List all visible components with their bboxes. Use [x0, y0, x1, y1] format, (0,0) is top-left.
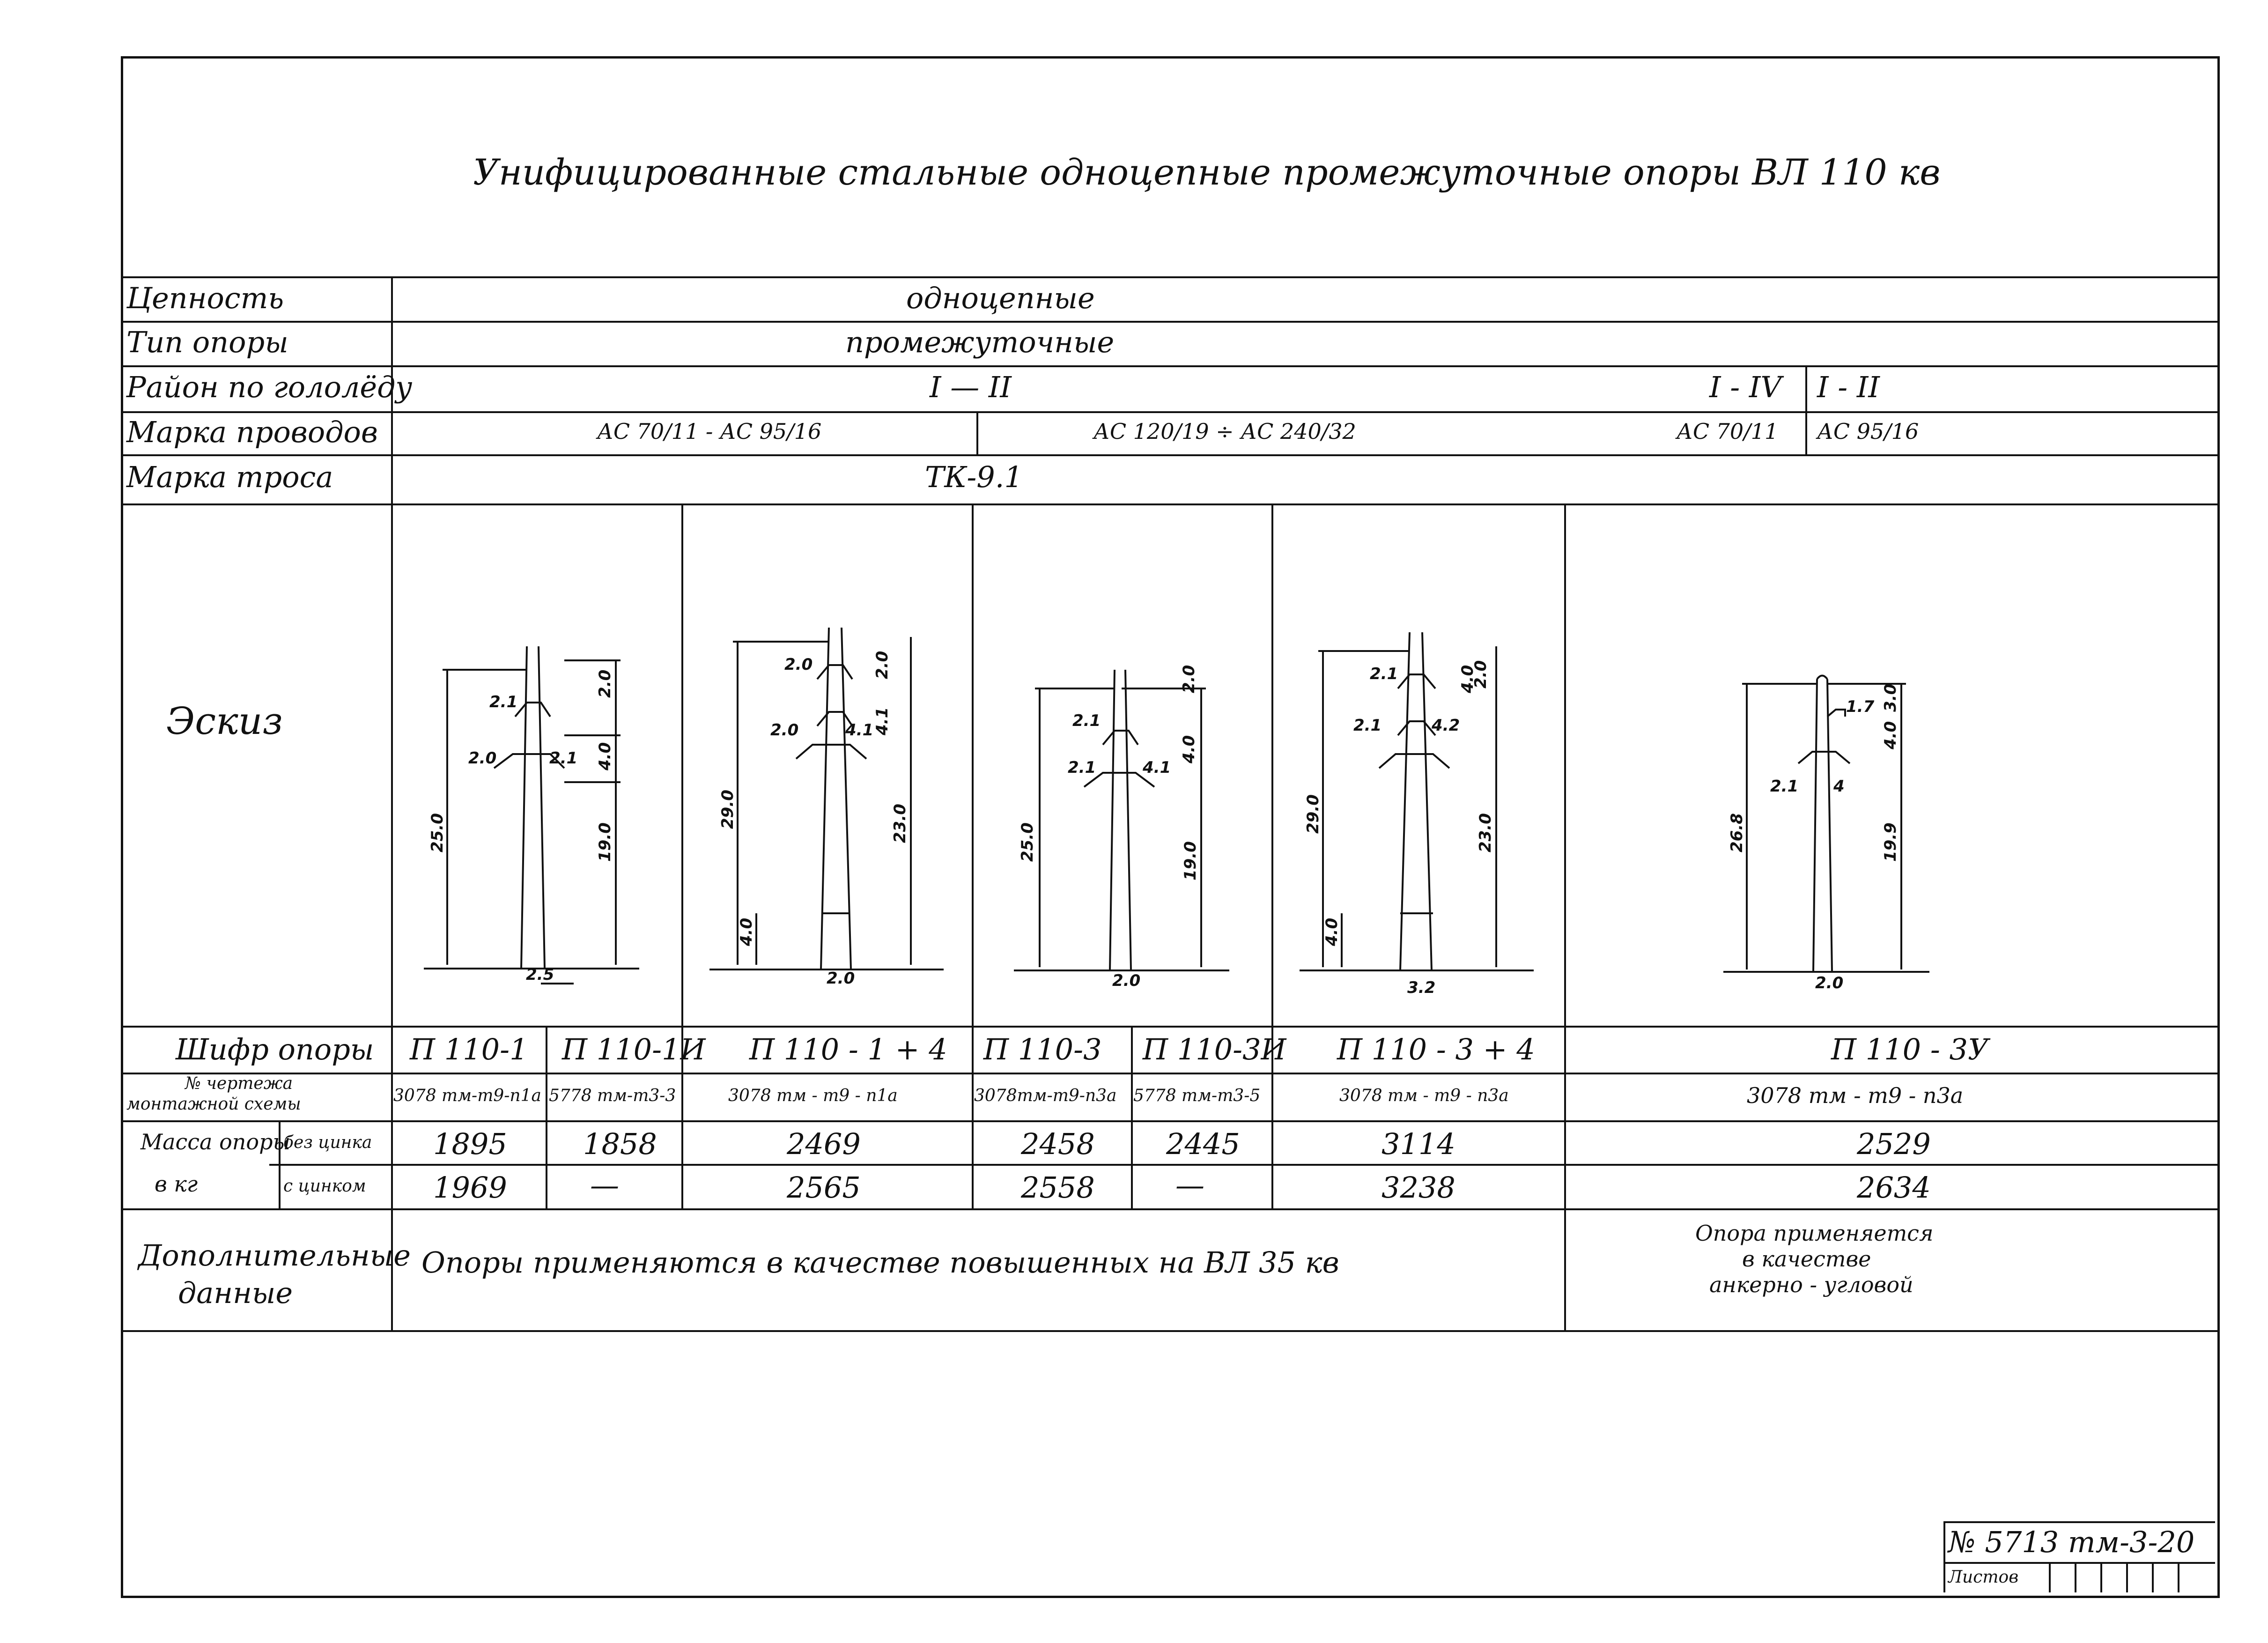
mass-zinc-1: 1969 — [433, 1170, 507, 1205]
extra-note-right-2: в качестве — [1742, 1246, 1871, 1272]
dim-foot: 4.0 — [737, 918, 756, 946]
stamp-rule — [2126, 1562, 2128, 1592]
dim-top: 2.0 — [1471, 660, 1490, 688]
ice-main: I — II — [930, 370, 1012, 404]
drawing-7: 3078 тм - т9 - п3а — [1747, 1083, 1964, 1108]
dim-arm-left: 2.1 — [1770, 777, 1799, 796]
dim-arm-left: 2.1 — [1353, 716, 1382, 735]
wire-d: АС 95/16 — [1817, 419, 1919, 444]
mass-zinc-4: 2558 — [1021, 1170, 1095, 1205]
dim-arm-right: 2.1 — [549, 749, 578, 768]
dim-height: 25.0 — [1018, 822, 1037, 862]
dim-mid: 4.0 — [1881, 721, 1900, 749]
mass-no-zinc-2: 1858 — [583, 1127, 657, 1161]
mass-zinc-5: — — [1175, 1168, 1204, 1202]
stamp-rule — [2100, 1562, 2102, 1592]
label-codes: Шифр опоры — [176, 1032, 374, 1066]
tower-sketch-2 — [709, 609, 953, 1002]
stamp-rule — [1943, 1562, 2215, 1564]
drawing-5: 5778 тм-т3-5 — [1133, 1086, 1261, 1105]
label-type: Тип опоры — [126, 325, 288, 359]
table-rule — [121, 1120, 2217, 1122]
mass-no-zinc-5: 2445 — [1166, 1127, 1240, 1161]
drawing-1: 3078 тм-т9-п1а — [393, 1086, 541, 1105]
table-rule — [681, 503, 683, 1208]
label-mass-1: Масса опоры — [140, 1129, 291, 1155]
label-mass-2: в кг — [155, 1171, 198, 1197]
ice-col6: I - II — [1817, 370, 1880, 404]
dim-top: 2.0 — [873, 651, 892, 679]
stamp-sheet-label: Листов — [1948, 1568, 2019, 1587]
dim-height: 25.0 — [428, 813, 447, 852]
table-rule — [1564, 503, 1566, 1330]
dim-mid: 4.1 — [873, 707, 892, 735]
wire-a: АС 70/11 - АС 95/16 — [597, 419, 822, 444]
tower-sketch-4 — [1300, 618, 1543, 1012]
table-rule — [546, 1026, 547, 1208]
ice-col5: I - IV — [1709, 370, 1782, 404]
dim-arm-top: 2.1 — [489, 693, 518, 711]
mass-no-zinc-6: 3114 — [1381, 1127, 1455, 1161]
wire-c: АС 70/11 — [1677, 419, 1779, 444]
drawing-6: 3078 тм - т9 - п3а — [1339, 1086, 1509, 1105]
table-rule — [972, 503, 974, 1208]
stamp-rule — [2049, 1562, 2051, 1592]
dim-top: 2.0 — [596, 669, 614, 698]
label-cable: Марка троса — [126, 460, 333, 494]
code-5: П 110-3И — [1143, 1032, 1286, 1066]
wire-b: АС 120/19 ÷ АС 240/32 — [1093, 419, 1356, 444]
stamp-rule — [2075, 1562, 2076, 1592]
dim-arm-right: 4 — [1833, 777, 1845, 796]
table-rule — [121, 321, 2217, 323]
table-rule — [1805, 365, 1807, 454]
dim-height: 29.0 — [1304, 794, 1322, 834]
mass-no-zinc-3: 2469 — [787, 1127, 861, 1161]
table-rule — [1271, 503, 1273, 1208]
stamp-rule — [1943, 1521, 2215, 1523]
table-rule — [121, 1208, 2217, 1210]
label-sketch: Эскиз — [166, 699, 283, 743]
dim-arm-right: 4.1 — [1143, 758, 1171, 777]
dim-base: 2.0 — [1815, 974, 1844, 992]
tower-sketch-1 — [424, 628, 649, 1002]
label-chain: Цепность — [126, 281, 284, 315]
label-ice: Район по гололёду — [126, 370, 413, 404]
dim-height: 29.0 — [718, 790, 737, 829]
mass-no-zinc-7: 2529 — [1857, 1127, 1931, 1161]
stamp-rule — [1943, 1521, 1945, 1592]
drawing-4: 3078тм-т9-п3а — [974, 1086, 1117, 1105]
extra-note-right-1: Опора применяется — [1695, 1221, 1934, 1246]
table-rule — [121, 411, 2217, 413]
dim-base: 2.0 — [827, 969, 855, 988]
code-3: П 110 - 1 + 4 — [749, 1032, 947, 1066]
dim-body: 23.0 — [1476, 813, 1495, 852]
dim-top: 3.0 — [1881, 683, 1900, 712]
mass-zinc-6: 3238 — [1381, 1170, 1455, 1205]
dim-foot: 4.0 — [1322, 918, 1341, 946]
table-rule — [269, 1164, 2217, 1166]
table-rule — [121, 276, 2217, 278]
table-rule — [121, 1026, 2217, 1028]
label-extra-2: данные — [178, 1276, 293, 1310]
drawing-3: 3078 тм - т9 - п1а — [728, 1086, 898, 1105]
table-rule — [976, 411, 978, 454]
table-rule — [121, 503, 2217, 505]
label-drawing-1: № чертежа — [185, 1074, 293, 1093]
table-rule — [1131, 1026, 1133, 1208]
dim-body: 19.0 — [596, 822, 614, 862]
tower-sketch-3 — [1014, 656, 1239, 1012]
label-extra-1: Дополнительные — [138, 1238, 411, 1273]
label-drawing-2: монтажной схемы — [126, 1095, 301, 1114]
label-wires: Марка проводов — [126, 415, 378, 449]
code-7: П 110 - 3У — [1831, 1032, 1989, 1066]
code-2: П 110-1И — [562, 1032, 706, 1066]
dim-body: 19.9 — [1881, 822, 1900, 862]
dim-mid: 4.0 — [1458, 665, 1477, 693]
label-zinc: с цинком — [283, 1177, 366, 1196]
extra-note-right-3: анкерно - угловой — [1709, 1272, 1913, 1297]
table-rule — [121, 454, 2217, 456]
dim-arm-top: 1.7 — [1846, 697, 1875, 716]
dim-height: 26.8 — [1728, 813, 1746, 852]
code-6: П 110 - 3 + 4 — [1337, 1032, 1535, 1066]
dim-mid: 4.0 — [1180, 735, 1198, 763]
dim-base: 3.2 — [1407, 978, 1436, 997]
dim-arm-left: 2.1 — [1068, 758, 1096, 777]
dim-body: 19.0 — [1181, 841, 1200, 881]
tower-sketch-5 — [1723, 665, 1948, 1012]
dim-top: 2.0 — [1180, 665, 1198, 693]
page-title: Унифицированные стальные одноцепные промежуточные опоры ВЛ 110 кв — [473, 151, 1941, 193]
dim-arm-left: 2.0 — [770, 721, 799, 740]
dim-arm-top: 2.1 — [1370, 665, 1398, 683]
code-1: П 110-1 — [410, 1032, 528, 1066]
drawing-2: 5778 тм-т3-3 — [549, 1086, 676, 1105]
dim-arm-right: 4.2 — [1432, 716, 1460, 735]
dim-mid: 4.0 — [596, 742, 614, 770]
stamp-rule — [2152, 1562, 2154, 1592]
chain-value: одноцепные — [906, 281, 1095, 315]
table-rule — [121, 365, 2217, 367]
type-value: промежуточные — [845, 325, 1115, 359]
label-no-zinc: без цинка — [283, 1133, 372, 1152]
dim-arm-top: 2.1 — [1072, 711, 1101, 730]
mass-zinc-3: 2565 — [787, 1170, 861, 1205]
code-4: П 110-3 — [983, 1032, 1102, 1066]
dim-arm-left: 2.0 — [468, 749, 497, 768]
table-rule — [121, 1330, 2217, 1332]
mass-zinc-7: 2634 — [1857, 1170, 1931, 1205]
table-rule — [121, 1073, 2217, 1074]
dim-base: 2.0 — [1112, 971, 1141, 990]
extra-note-main: Опоры применяются в качестве повышенных на ВЛ 35 кв — [421, 1245, 1339, 1280]
stamp-number: № 5713 тм-3-20 — [1948, 1525, 2195, 1559]
mass-no-zinc-4: 2458 — [1021, 1127, 1095, 1161]
table-rule — [391, 276, 393, 1330]
dim-base: 2.5 — [526, 965, 554, 984]
mass-zinc-2: — — [590, 1168, 619, 1202]
stamp-rule — [2178, 1562, 2179, 1592]
dim-body: 23.0 — [891, 804, 909, 843]
cable-value: ТК-9.1 — [925, 460, 1023, 494]
dim-arm-right: 4.1 — [845, 721, 874, 740]
mass-no-zinc-1: 1895 — [433, 1127, 507, 1161]
dim-arm-top: 2.0 — [784, 655, 813, 674]
